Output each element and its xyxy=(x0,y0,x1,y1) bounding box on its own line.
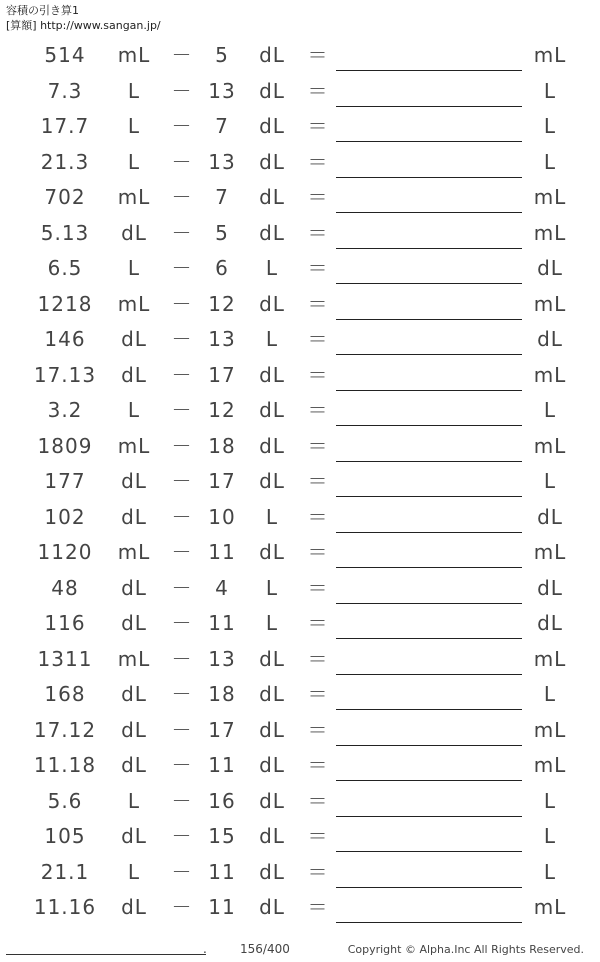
answer-unit: L xyxy=(543,859,557,884)
minus-sign: － xyxy=(171,646,193,671)
problem-row xyxy=(0,677,600,713)
answer-unit: L xyxy=(543,149,557,174)
worksheet-header xyxy=(6,3,161,33)
minuend-value: 17.7 xyxy=(40,114,90,138)
minuend-value: 21.1 xyxy=(40,859,90,884)
minus-sign: － xyxy=(171,114,193,138)
subtrahend-unit: dL xyxy=(259,646,285,671)
problem-row xyxy=(0,322,600,358)
answer-unit: L xyxy=(543,682,557,706)
equals-sign: ＝ xyxy=(307,575,329,600)
copyright-notice: Copyright © Alpha.Inc All Rights Reserved. xyxy=(347,943,584,956)
answer-blank[interactable] xyxy=(336,851,522,852)
equals-sign: ＝ xyxy=(307,291,329,316)
minuend-value: 17.13 xyxy=(33,362,97,387)
subtrahend-value: 4 xyxy=(215,575,229,600)
equals-sign: ＝ xyxy=(307,469,329,493)
problem-row xyxy=(0,713,600,749)
answer-unit: dL xyxy=(537,256,563,280)
equals-sign: ＝ xyxy=(307,646,329,671)
minuend-unit: mL xyxy=(117,43,151,67)
minus-sign: － xyxy=(171,43,193,67)
minus-sign: － xyxy=(171,504,193,529)
subtrahend-value: 15 xyxy=(208,824,236,848)
answer-unit: mL xyxy=(533,753,567,777)
minus-sign: － xyxy=(171,895,193,919)
subtrahend-unit: dL xyxy=(259,362,285,387)
equals-sign: ＝ xyxy=(307,717,329,742)
minuend-unit: dL xyxy=(121,611,147,635)
answer-unit: L xyxy=(543,824,557,848)
minus-sign: － xyxy=(171,185,193,209)
equals-sign: ＝ xyxy=(307,362,329,387)
minus-sign: － xyxy=(171,433,193,458)
answer-blank[interactable] xyxy=(336,745,522,746)
answer-blank[interactable] xyxy=(336,638,522,639)
minuend-value: 514 xyxy=(44,43,86,67)
equals-sign: ＝ xyxy=(307,540,329,564)
subtrahend-unit: dL xyxy=(259,78,285,103)
page-number: 156/400 xyxy=(240,942,290,956)
minuend-unit: dL xyxy=(121,753,147,777)
subtrahend-value: 11 xyxy=(208,753,236,777)
problem-row xyxy=(0,287,600,323)
minus-sign: － xyxy=(171,788,193,813)
subtrahend-value: 10 xyxy=(208,504,236,529)
footer xyxy=(0,940,600,960)
subtrahend-unit: L xyxy=(265,327,279,351)
subtrahend-value: 7 xyxy=(215,114,229,138)
minus-sign: － xyxy=(171,327,193,351)
problem-row xyxy=(0,890,600,926)
equals-sign: ＝ xyxy=(307,220,329,245)
equals-sign: ＝ xyxy=(307,824,329,848)
minuend-unit: dL xyxy=(121,362,147,387)
minus-sign: － xyxy=(171,398,193,422)
answer-blank[interactable] xyxy=(336,390,522,391)
subtrahend-value: 18 xyxy=(208,433,236,458)
answer-blank[interactable] xyxy=(336,106,522,107)
equals-sign: ＝ xyxy=(307,895,329,919)
minus-sign: － xyxy=(171,540,193,564)
answer-blank[interactable] xyxy=(336,496,522,497)
answer-blank[interactable] xyxy=(336,603,522,604)
problem-row xyxy=(0,358,600,394)
minuend-value: 21.3 xyxy=(40,149,90,174)
problem-row xyxy=(0,429,600,465)
minuend-value: 11.18 xyxy=(33,753,97,777)
answer-blank[interactable] xyxy=(336,354,522,355)
subtrahend-value: 7 xyxy=(215,185,229,209)
minus-sign: － xyxy=(171,717,193,742)
subtrahend-unit: dL xyxy=(259,753,285,777)
answer-unit: dL xyxy=(537,575,563,600)
answer-blank[interactable] xyxy=(336,283,522,284)
minuend-unit: dL xyxy=(121,682,147,706)
answer-blank[interactable] xyxy=(336,816,522,817)
subtrahend-unit: L xyxy=(265,611,279,635)
subtrahend-value: 11 xyxy=(208,540,236,564)
subtrahend-value: 17 xyxy=(208,717,236,742)
problem-row xyxy=(0,748,600,784)
equals-sign: ＝ xyxy=(307,114,329,138)
problem-row xyxy=(0,464,600,500)
minuend-value: 11.16 xyxy=(33,895,97,919)
minuend-value: 7.3 xyxy=(47,78,83,103)
problem-row xyxy=(0,180,600,216)
equals-sign: ＝ xyxy=(307,149,329,174)
subtrahend-unit: dL xyxy=(259,114,285,138)
minus-sign: － xyxy=(171,256,193,280)
answer-blank[interactable] xyxy=(336,319,522,320)
answer-unit: mL xyxy=(533,717,567,742)
answer-unit: L xyxy=(543,398,557,422)
minus-sign: － xyxy=(171,362,193,387)
subtrahend-unit: dL xyxy=(259,682,285,706)
minuend-unit: dL xyxy=(121,327,147,351)
subtrahend-unit: dL xyxy=(259,398,285,422)
answer-blank[interactable] xyxy=(336,248,522,249)
subtrahend-unit: dL xyxy=(259,824,285,848)
minuend-value: 1218 xyxy=(37,291,93,316)
worksheet-title: 容積の引き算1 xyxy=(6,4,79,17)
minus-sign: － xyxy=(171,149,193,174)
equals-sign: ＝ xyxy=(307,398,329,422)
answer-blank[interactable] xyxy=(336,922,522,923)
minuend-unit: mL xyxy=(117,185,151,209)
answer-unit: mL xyxy=(533,362,567,387)
minuend-unit: dL xyxy=(121,504,147,529)
minus-sign: － xyxy=(171,682,193,706)
subtrahend-value: 13 xyxy=(208,149,236,174)
problem-row xyxy=(0,74,600,110)
subtrahend-unit: dL xyxy=(259,717,285,742)
subtrahend-unit: dL xyxy=(259,859,285,884)
minuend-unit: dL xyxy=(121,469,147,493)
minus-sign: － xyxy=(171,859,193,884)
subtrahend-value: 16 xyxy=(208,788,236,813)
subtrahend-value: 11 xyxy=(208,895,236,919)
answer-blank[interactable] xyxy=(336,177,522,178)
minus-sign: － xyxy=(171,824,193,848)
subtrahend-value: 17 xyxy=(208,469,236,493)
subtrahend-unit: dL xyxy=(259,540,285,564)
subtrahend-unit: dL xyxy=(259,433,285,458)
minuend-value: 102 xyxy=(44,504,86,529)
minus-sign: － xyxy=(171,611,193,635)
subtrahend-value: 12 xyxy=(208,398,236,422)
subtrahend-unit: L xyxy=(265,504,279,529)
subtrahend-value: 13 xyxy=(208,327,236,351)
subtrahend-unit: L xyxy=(265,575,279,600)
answer-blank[interactable] xyxy=(336,780,522,781)
answer-blank[interactable] xyxy=(336,532,522,533)
answer-blank[interactable] xyxy=(336,70,522,71)
problem-row xyxy=(0,38,600,74)
equals-sign: ＝ xyxy=(307,78,329,103)
subtrahend-value: 5 xyxy=(215,43,229,67)
minuend-unit: dL xyxy=(121,575,147,600)
minuend-unit: L xyxy=(127,78,141,103)
answer-blank[interactable] xyxy=(336,141,522,142)
equals-sign: ＝ xyxy=(307,611,329,635)
answer-blank[interactable] xyxy=(336,567,522,568)
minuend-unit: dL xyxy=(121,895,147,919)
minuend-value: 1809 xyxy=(37,433,93,458)
minuend-unit: L xyxy=(127,114,141,138)
problem-row xyxy=(0,571,600,607)
minus-sign: － xyxy=(171,753,193,777)
minuend-unit: mL xyxy=(117,646,151,671)
answer-unit: mL xyxy=(533,185,567,209)
problem-row xyxy=(0,500,600,536)
minuend-value: 702 xyxy=(44,185,86,209)
name-field-dot: . xyxy=(203,942,207,956)
subtrahend-value: 17 xyxy=(208,362,236,387)
problem-row xyxy=(0,535,600,571)
answer-unit: mL xyxy=(533,433,567,458)
source-link[interactable]: [算額] http://www.sangan.jp/ xyxy=(6,19,161,32)
minuend-value: 105 xyxy=(44,824,86,848)
subtrahend-value: 12 xyxy=(208,291,236,316)
equals-sign: ＝ xyxy=(307,788,329,813)
minuend-value: 48 xyxy=(51,575,79,600)
answer-unit: dL xyxy=(537,611,563,635)
problem-row xyxy=(0,216,600,252)
problem-row xyxy=(0,251,600,287)
minus-sign: － xyxy=(171,469,193,493)
problem-row xyxy=(0,642,600,678)
subtrahend-unit: dL xyxy=(259,895,285,919)
answer-unit: mL xyxy=(533,43,567,67)
minuend-unit: L xyxy=(127,788,141,813)
answer-unit: L xyxy=(543,469,557,493)
subtrahend-unit: dL xyxy=(259,149,285,174)
minuend-unit: L xyxy=(127,398,141,422)
minuend-value: 5.13 xyxy=(40,220,90,245)
problem-row xyxy=(0,819,600,855)
problem-row xyxy=(0,784,600,820)
problem-row xyxy=(0,393,600,429)
equals-sign: ＝ xyxy=(307,753,329,777)
minuend-unit: mL xyxy=(117,540,151,564)
minus-sign: － xyxy=(171,220,193,245)
subtrahend-value: 13 xyxy=(208,646,236,671)
subtrahend-value: 5 xyxy=(215,220,229,245)
equals-sign: ＝ xyxy=(307,185,329,209)
answer-blank[interactable] xyxy=(336,709,522,710)
subtrahend-unit: dL xyxy=(259,185,285,209)
answer-unit: L xyxy=(543,114,557,138)
minuend-value: 6.5 xyxy=(47,256,83,280)
problem-list xyxy=(0,38,600,926)
minuend-value: 1311 xyxy=(37,646,93,671)
minus-sign: － xyxy=(171,291,193,316)
minuend-unit: L xyxy=(127,859,141,884)
answer-unit: dL xyxy=(537,504,563,529)
minuend-unit: dL xyxy=(121,220,147,245)
equals-sign: ＝ xyxy=(307,859,329,884)
answer-unit: mL xyxy=(533,291,567,316)
answer-unit: mL xyxy=(533,895,567,919)
subtrahend-value: 11 xyxy=(208,859,236,884)
problem-row xyxy=(0,606,600,642)
minuend-unit: dL xyxy=(121,824,147,848)
answer-unit: dL xyxy=(537,327,563,351)
equals-sign: ＝ xyxy=(307,43,329,67)
answer-blank[interactable] xyxy=(336,425,522,426)
equals-sign: ＝ xyxy=(307,327,329,351)
equals-sign: ＝ xyxy=(307,504,329,529)
equals-sign: ＝ xyxy=(307,433,329,458)
answer-blank[interactable] xyxy=(336,887,522,888)
minuend-unit: dL xyxy=(121,717,147,742)
subtrahend-unit: L xyxy=(265,256,279,280)
subtrahend-value: 11 xyxy=(208,611,236,635)
minuend-value: 3.2 xyxy=(47,398,83,422)
minuend-value: 146 xyxy=(44,327,86,351)
minuend-unit: L xyxy=(127,149,141,174)
problem-row xyxy=(0,109,600,145)
minuend-unit: L xyxy=(127,256,141,280)
problem-row xyxy=(0,145,600,181)
minuend-unit: mL xyxy=(117,433,151,458)
subtrahend-unit: dL xyxy=(259,43,285,67)
equals-sign: ＝ xyxy=(307,682,329,706)
subtrahend-value: 13 xyxy=(208,78,236,103)
minus-sign: － xyxy=(171,575,193,600)
minuend-value: 1120 xyxy=(37,540,93,564)
minuend-value: 17.12 xyxy=(33,717,97,742)
name-field-line[interactable] xyxy=(6,954,206,955)
equals-sign: ＝ xyxy=(307,256,329,280)
answer-blank[interactable] xyxy=(336,674,522,675)
answer-unit: mL xyxy=(533,220,567,245)
subtrahend-unit: dL xyxy=(259,469,285,493)
subtrahend-unit: dL xyxy=(259,220,285,245)
minus-sign: － xyxy=(171,78,193,103)
minuend-value: 177 xyxy=(44,469,86,493)
problem-row xyxy=(0,855,600,891)
minuend-unit: mL xyxy=(117,291,151,316)
minuend-value: 116 xyxy=(44,611,86,635)
answer-unit: L xyxy=(543,788,557,813)
answer-unit: mL xyxy=(533,540,567,564)
subtrahend-value: 6 xyxy=(215,256,229,280)
subtrahend-unit: dL xyxy=(259,788,285,813)
subtrahend-value: 18 xyxy=(208,682,236,706)
answer-blank[interactable] xyxy=(336,461,522,462)
minuend-value: 168 xyxy=(44,682,86,706)
answer-unit: L xyxy=(543,78,557,103)
answer-unit: mL xyxy=(533,646,567,671)
answer-blank[interactable] xyxy=(336,212,522,213)
minuend-value: 5.6 xyxy=(47,788,83,813)
subtrahend-unit: dL xyxy=(259,291,285,316)
